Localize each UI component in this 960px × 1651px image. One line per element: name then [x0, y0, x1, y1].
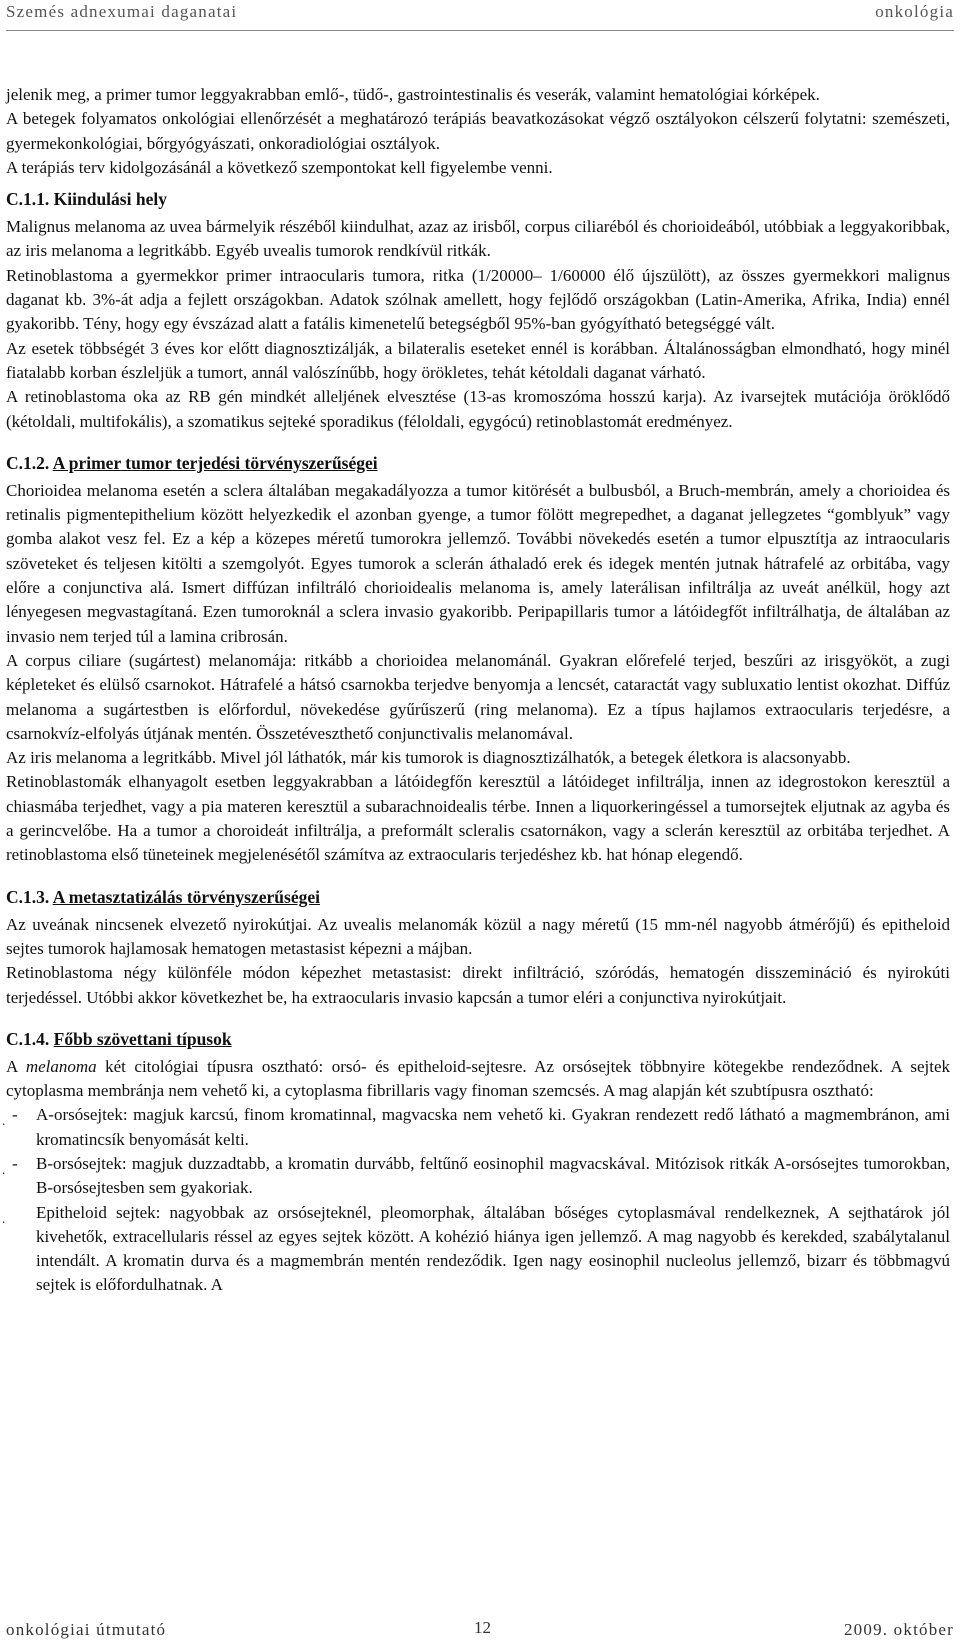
section-number: C.1.3. — [6, 886, 50, 907]
list-item-text: Epitheloid sejtek: nagyobbak az orsósejteknél, pleomorphak, általában bőséges cytoplasmával rendelkeznek, A sejthatárok jól kivehetők, extracellularis réssel az egyes sejtek között. A kohézió hiánya igen jellemző. A mag nagyobb és kerekded, szabálytalanul intendált. A kromatin durva és a magmembrán mentén rendeződik. Igen nagy eosinophil nucleolus jellemző, bizarr és többmagvú sejtek is előfordulhatnak. A — [36, 1202, 950, 1295]
page-number: 12 — [474, 1618, 491, 1637]
section-number: C.1.1. — [6, 189, 50, 210]
footer-date: 2009. október — [843, 1620, 954, 1639]
list-item: . Epitheloid sejtek: nagyobbak az orsósejteknél, pleomorphak, általában bőséges cytoplasmával rendelkeznek, A sejthatárok jól kivehetők, extracellularis réssel az egyes sejtek között. A kohézió hiánya igen jellemző. A mag nagyobb és kerekded, szabálytalanul intendált. A kromatin durva és a magmembrán mentén rendeződik. Igen nagy eosinophil nucleolus jellemző, bizarr és többmagvú sejtek is előfordulhatnak. A — [2, 1202, 950, 1295]
running-footer — [6, 1618, 954, 1642]
intro-paragraph: jelenik meg, a primer tumor leggyakrabban emlő-, tüdő-, gastrointestinalis és veserák, valamint hematológiai kórképek. — [6, 85, 820, 104]
header-title: Szemés adnexumai daganatai — [6, 2, 238, 21]
paragraph: Retinoblastoma a gyermekkor primer intraocularis tumora, ritka (1/20000– 1/60000 élő újszülött), az összes gyermekkori malignus daganat kb. 3%-át adja a fejlett országokban. Adatok szólnak amellett, hogy fejlődő országokban (Latin-Amerika, Afrika, India) ennél gyakoribb. Tény, hogy egy évszázad alatt a fatális kimenetelű betegségből 95%-ban gyógyítható betegséggé vált. — [6, 265, 950, 334]
running-header — [6, 2, 954, 24]
section-number: C.1.4. — [6, 1028, 50, 1049]
emphasized-term: melanoma — [25, 1056, 97, 1076]
paragraph: Az iris melanoma a legritkább. Mivel jól láthatók, már kis tumorok is diagnosztizálhatók, a betegek életkora is alacsonyabb. — [6, 748, 851, 768]
list-item: . - B-orsósejtek: magjuk duzzadtabb, a kromatin durvább, feltűnő eosinophil magvacskával. Mitózisok ritkák A-orsósejtes tumorokban, B-orsósejtesben sem gyakoriak. — [2, 1153, 950, 1198]
paragraph: Retinoblastomák elhanyagolt esetben leggyakrabban a látóidegfőn keresztül a látóideget infiltrálja, innen az idegrostokon keresztül a chiasmába terjedhet, vagy a pia materen keresztül a subarachnoidealis térbe. Innen a liquorkeringéssel a tumorsejtek eljutnak az agyba és a gerincvelőbe. Ha a tumor a choroideát infiltrálja, a preformált scleralis csatornákon, vagy a sclerán keresztül az orbitába terjedhet. A retinoblastoma első tüneteinek megjelenésétől számítva az extraocularis terjedéshez kb. hat hónap elegendő. — [6, 772, 950, 865]
paragraph: A retinoblastoma oka az RB gén mindkét alleljének elvesztése (13-as kromoszóma hosszú karja). Az ivarsejtek mutációja öröklődő (kétoldali, multifokális), a szomatikus sejteké sporadikus (féloldali, egygócú) retinoblastomát eredményez. — [6, 387, 950, 431]
document-body — [2, 83, 950, 1298]
lead-text: A — [6, 1056, 26, 1076]
section-title: A primer tumor terjedési törvényszerűségei — [52, 452, 378, 473]
section-title: Kiindulási hely — [53, 189, 167, 210]
paragraph: Az esetek többségét 3 éves kor előtt diagnosztizálják, a bilateralis eseteket ennél is korábban. Általánosságban elmondható, hogy minél fiatalabb korban észleljük a tumort, annál valószínűbb, hogy örökletes, tehát kétoldali daganat várható. — [6, 338, 950, 382]
paragraph: Malignus melanoma az uvea bármelyik részéből kiindulhat, azaz az irisből, corpus ciliaréból és chorioideából, utóbbiak a leggyakoribbak, az iris melanoma a legritkább. Egyéb uvealis tumorok rendkívül ritkák. — [6, 217, 950, 261]
section-number: C.1.2. — [6, 452, 50, 473]
intro-paragraph: A terápiás terv kidolgozásánál a következő szempontokat kell figyelembe venni. — [6, 157, 553, 177]
section-heading — [6, 1026, 950, 1052]
section-title: Főbb szövettani típusok — [53, 1028, 232, 1049]
header-divider — [6, 30, 954, 31]
paragraph: Chorioidea melanoma esetén a sclera általában megakadályozza a tumor kitörését a bulbusból, a Bruch-membrán, amely a chorioidea és retinalis pigmentepithelium között helyezkedik el azonban gyenge, a tumor fölött megrepedhet, a daganat jellegzetes “gomblyuk” vagy gomba alakot vesz fel. Ez a kép a közepes méretű tumorokra jellemző. További növekedés esetén a tumor elpusztítja az intraocularis szöveteket és teljesen kitölti a szemgolyót. Egyes tumorok a sclerán áthaladó erek és idegek mentén jutnak hátrafelé az orbitába, vagy előre a conjunctiva alá. Ismert diffúzan infiltráló chorioidealis melanoma is, amely laterálisan infiltrálja az uveát anélkül, hogy azt lényegesen megvastagítaná. Ezen tumoroknál a sclera invasio gyakoribb. Peripapillaris tumor a látóidegfőt infiltrálhatja, de általában az invasio nem terjed túl a lamina cribrosán. — [6, 480, 950, 646]
paragraph: Az uveának nincsenek elvezető nyirokútjai. Az uvealis melanomák közül a nagy méretű (15 mm-nél nagyobb átmérőjű) és epitheloid sejtes tumorok hajlamosak hematogen metastasist képezni a májban. — [6, 914, 950, 958]
paragraph — [6, 1055, 950, 1104]
section-title: A metasztatizálás törvényszerűségei — [52, 886, 320, 907]
paragraph: A corpus ciliare (sugártest) melanomája: ritkább a chorioidea melanománál. Gyakran előrefelé terjed, beszűri az irisgyököt, a zugi képleteket és elülső csarnokot. Hátrafelé a hátsó csarnokba terjedve benyomja a lencsét, cataractát vagy subluxatio lentist okozhat. Diffúz melanoma a sugártestben is előrfordul, növekedése gyűrűszerű (ring melanoma). Ez a típus hajlamos extraocularis terjedésre, a csarnokvíz-elfolyás útjának mentén. Összetéveszthető conjunctivalis melanomával. — [6, 650, 950, 743]
list-item-text: B-orsósejtek: magjuk duzzadtabb, a kromatin durvább, feltűnő eosinophil magvacskával. Mitózisok ritkák A-orsósejtes tumorokban, B-orsósejtesben sem gyakoriak. — [36, 1153, 950, 1198]
list-item: . - A-orsósejtek: magjuk karcsú, finom kromatinnal, magvacska nem vehető ki. Gyakran rendezett redő látható a magmembránon, ami kromatincsík benyomását kelti. — [2, 1105, 950, 1149]
section-heading — [6, 186, 950, 212]
header-section: onkológia — [875, 2, 954, 21]
section-heading — [6, 450, 950, 476]
footer-title: onkológiai útmutató — [6, 1620, 167, 1639]
lead-text: két citológiai típusra osztható: orsó- és epitheloid-sejtesre. Az orsósejtek többnyire kötegekbe rendeződnek. A sejtek cytoplasma membránja nem vehető ki, a cytoplasma fibrillaris vagy finoman szemcsés. A mag alapján két szubtípusra osztható: — [6, 1056, 950, 1101]
intro-paragraph: A betegek folyamatos onkológiai ellenőrzését a meghatározó terápiás beavatkozásokat végző osztályokon célszerű folytatni: szemészeti, gyermekonkológiai, bőrgyógyászati, onkoradiológiai osztályok. — [6, 109, 950, 153]
list-item-text: A-orsósejtek: magjuk karcsú, finom kromatinnal, magvacska nem vehető ki. Gyakran rendezett redő látható a magmembránon, ami kromatincsík benyomását kelti. — [36, 1105, 950, 1149]
paragraph: Retinoblastoma négy különféle módon képezhet metastasist: direkt infiltráció, szóródás, hematogén disszemináció és nyirokúti terjedéssel. Utóbbi akkor következhet be, ha extraocularis invasio kapcsán a tumor eléri a conjunctiva nyirokútjait. — [6, 963, 950, 1007]
section-heading — [6, 884, 950, 910]
